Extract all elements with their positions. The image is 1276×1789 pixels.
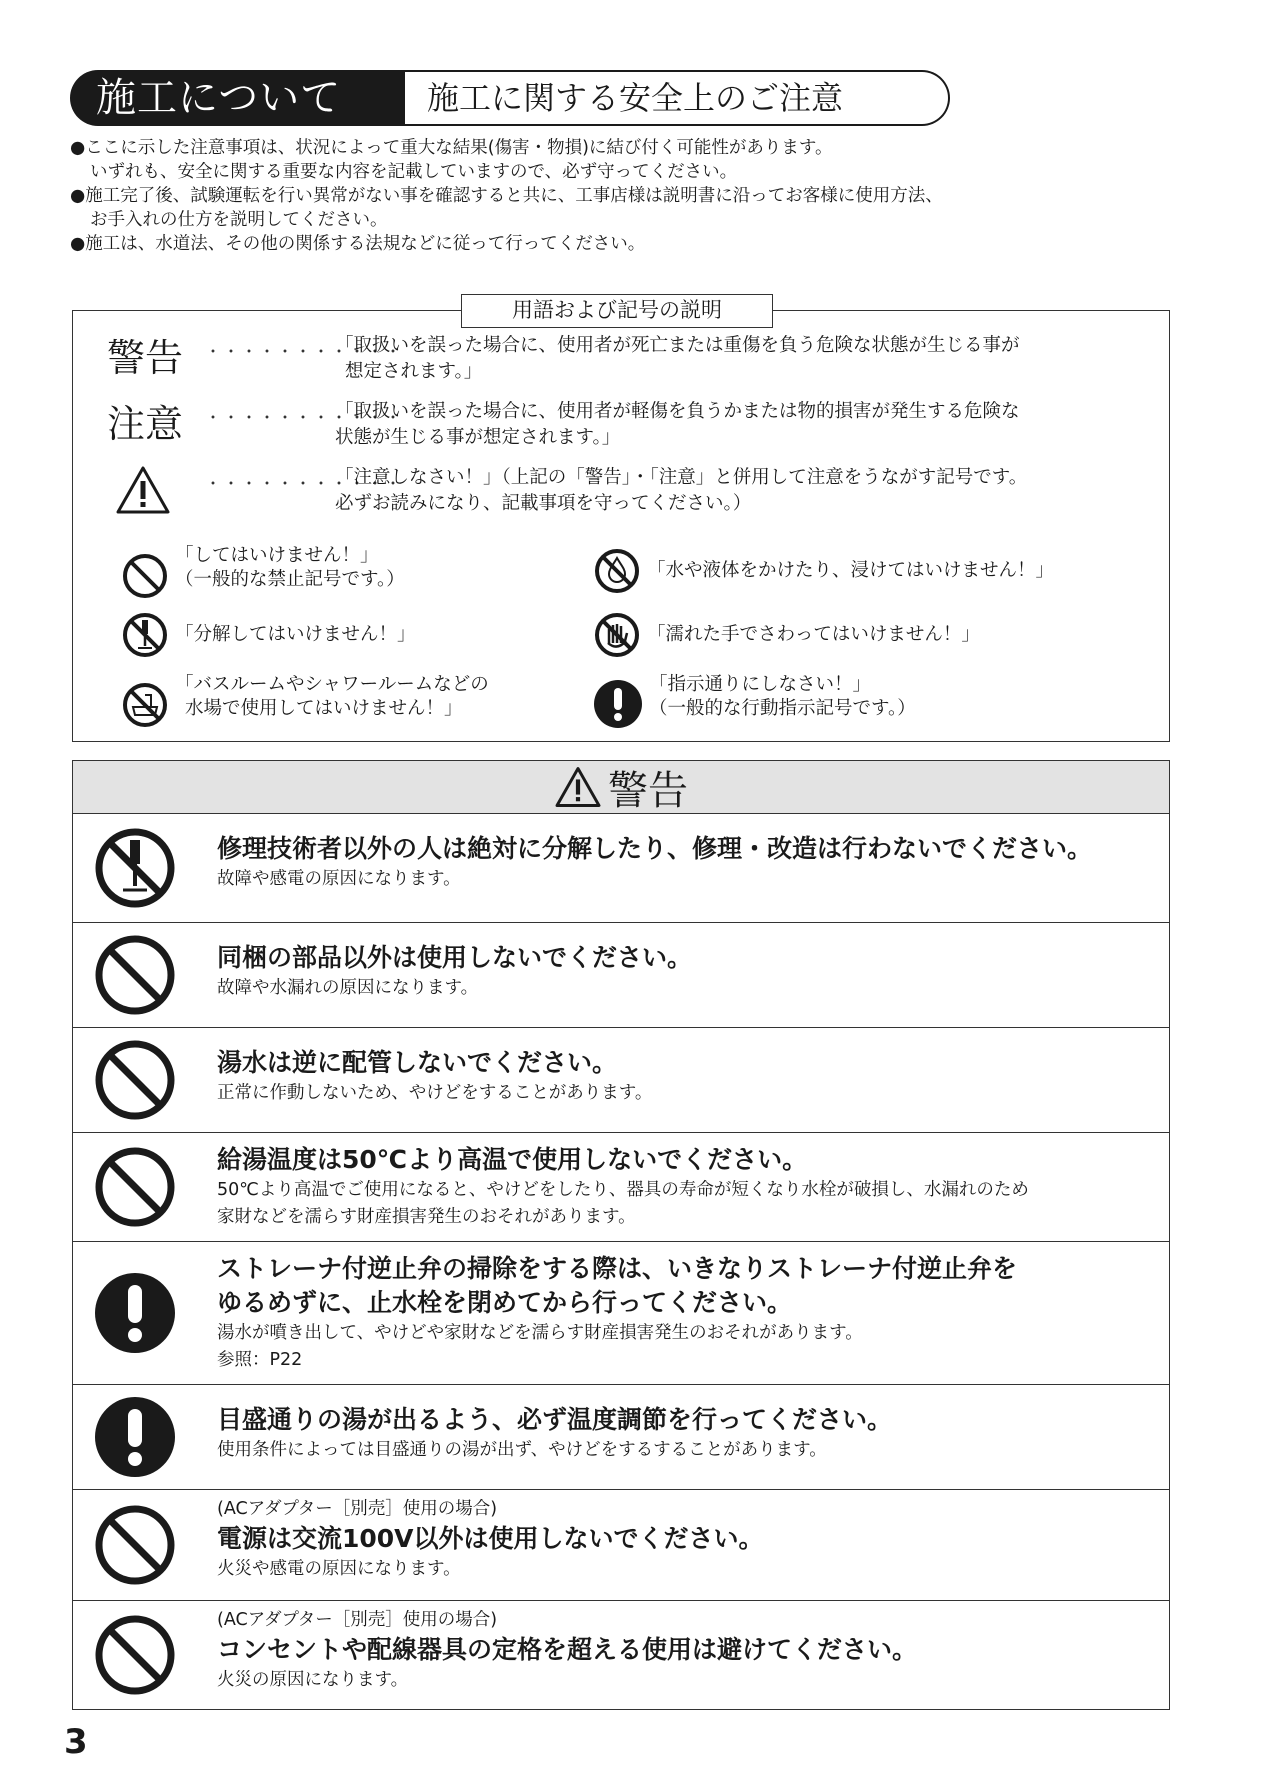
warning-table (72, 760, 1170, 1710)
legend-title: 用語および記号の説明 (461, 294, 773, 328)
term-dots: ・・・・・・・・・・・ (205, 342, 404, 361)
warning-item: (ACアダプター［別売］使用の場合) コンセントや配線器具の定格を超える使用は避けてください。 火災の原因になります。 (73, 1601, 1169, 1709)
term-dots: ・・・・・・・・・・・ (205, 408, 404, 427)
warning-item: 目盛通りの湯が出るよう、必ず温度調節を行ってください。 使用条件によっては目盛通りの湯が出ず、やけどをするすることがあります。 (73, 1385, 1169, 1490)
term-desc: 「取扱いを誤った場合に、使用者が死亡または重傷を負う危険な状態が生じる事が 想定されます。」 (335, 335, 1020, 382)
no-wet-hands-icon (593, 611, 641, 659)
symbol-no-water: 「水や液体をかけたり、浸けてはいけません！」 (593, 547, 1054, 595)
prohibit-icon (93, 1038, 177, 1122)
intro-bullet: ●施工完了後、試験運転を行い異常がない事を確認すると共に、工事店様は説明書に沿ってお客様に使用方法、 お手入れの仕方を説明してください。 (70, 186, 943, 230)
section-title: 施工について (70, 70, 405, 126)
instruction-icon (593, 679, 643, 729)
prohibit-icon (93, 1503, 177, 1587)
prohibit-icon (93, 1613, 177, 1697)
warning-triangle-icon (115, 465, 171, 515)
no-disassemble-icon (121, 611, 169, 659)
warning-item: ストレーナ付逆止弁の掃除をする際は、いきなりストレーナ付逆止弁を ゆるめずに、止水栓を閉めてから行ってください。 湯水が噴き出して、やけどや家財などを濡らす財産損害発生のおそれがあります。 参照：P22 (73, 1242, 1169, 1385)
no-bathroom-icon (121, 681, 169, 729)
intro-bullet: ●施工は、水道法、その他の関係する法規などに従って行ってください。 (70, 234, 646, 254)
warning-item: (ACアダプター［別売］使用の場合) 電源は交流100V以外は使用しないでください。 火災や感電の原因になります。 (73, 1490, 1169, 1601)
section-subtitle: 施工に関する安全上のご注意 (405, 70, 950, 126)
warning-item: 給湯温度は50℃より高温で使用しないでください。 50℃より高温でご使用になると、やけどをしたり、器具の寿命が短くなり水栓が破損し、水漏れのため 家財などを濡らす財産損害発生のおそれがあります。 (73, 1133, 1169, 1242)
prohibit-icon (93, 933, 177, 1017)
no-water-icon (593, 547, 641, 595)
legend-box (72, 298, 1170, 742)
term-label: 警告 (107, 336, 184, 380)
symbol-no-disassemble: 「分解してはいけません！」 (121, 611, 416, 659)
term-desc: 「注意しなさい！」（上記の「警告」・「注意」と併用して注意をうながす記号です。 必ずお読みになり、記載事項を守ってください。） (335, 467, 1028, 514)
page-number: 3 (64, 1722, 88, 1762)
prohibit-icon (93, 1145, 177, 1229)
term-label: 注意 (107, 402, 184, 446)
symbol-instruction: 「指示通りにしなさい！」 （一般的な行動指示記号です。） (593, 673, 916, 729)
prohibit-icon (121, 552, 169, 600)
symbol-no-wet-hands: 「濡れた手でさわってはいけません！」 (593, 611, 980, 659)
term-desc: 「取扱いを誤った場合に、使用者が軽傷を負うかまたは物的損害が発生する危険な 状態が生じる事が想定されます。」 (335, 401, 1020, 448)
warning-item: 修理技術者以外の人は絶対に分解したり、修理・改造は行わないでください。 故障や感電の原因になります。 (73, 814, 1169, 923)
symbol-no-bathroom: 「バスルームやシャワールームなどの 水場で使用してはいけません！」 (121, 673, 489, 729)
intro-notes (70, 136, 1190, 256)
intro-bullet: ●ここに示した注意事項は、状況によって重大な結果(傷害・物損)に結び付く可能性があります。 いずれも、安全に関する重要な内容を記載していますので、必ず守ってください。 (70, 138, 833, 182)
no-disassemble-icon (93, 826, 177, 910)
warning-item: 湯水は逆に配管しないでください。 正常に作動しないため、やけどをすることがあります。 (73, 1028, 1169, 1133)
instruction-icon (93, 1271, 177, 1355)
term-dots: ・・・・・・・・・・・ (205, 474, 404, 493)
warning-item: 同梱の部品以外は使用しないでください。 故障や水漏れの原因になります。 (73, 923, 1169, 1028)
warning-triangle-icon (554, 766, 602, 808)
instruction-icon (93, 1395, 177, 1479)
warning-header (73, 761, 1169, 814)
symbol-prohibit: 「してはいけません！」 （一般的な禁止記号です。） (121, 544, 405, 600)
section-header (70, 70, 950, 126)
warning-title: 警告 (608, 767, 688, 814)
